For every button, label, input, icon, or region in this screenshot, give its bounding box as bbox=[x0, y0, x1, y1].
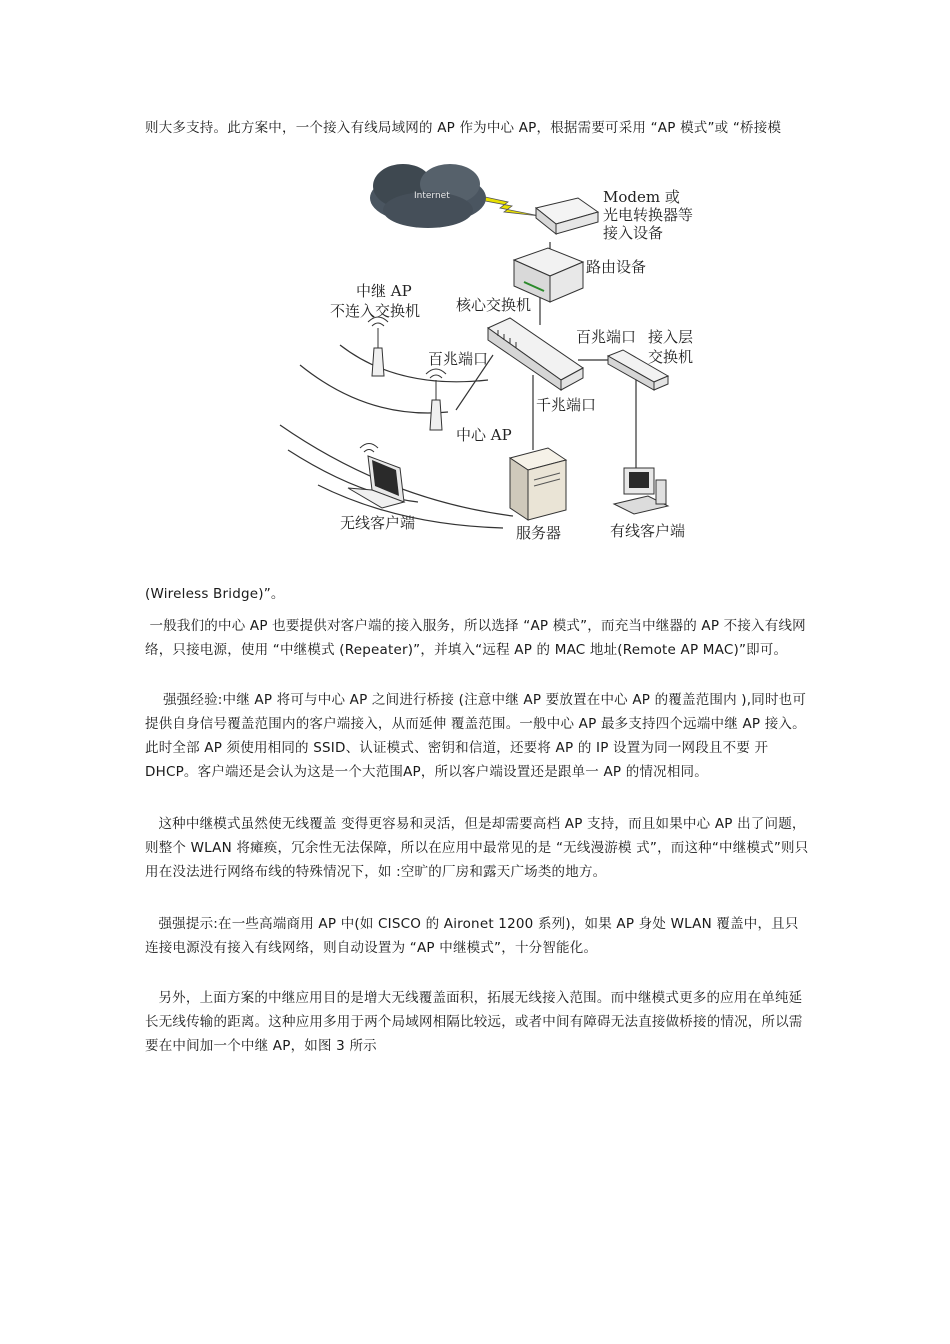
server-icon bbox=[510, 448, 566, 520]
port-100-label-b: 百兆端口 bbox=[576, 328, 637, 346]
modem-label-1: Modem 或 bbox=[603, 188, 680, 206]
paragraph-2: 强强经验:中继 AP 将可与中心 AP 之间进行桥接 (注意中继 AP 要放置在中心 AP 的覆盖范围内 ),同时也可提供自身信号覆盖范围内的客户端接入，从而延伸 覆盖范围。一般中心 AP 最多支持四个远端中继 AP 接入。此时全部 AP 须使用相同的 SSID、认证模式、密钥和信道，还要将 AP 的 IP 设置为同一网段且不要 开 DHCP。客户端还是会认为这是一个大范围AP，所以客户端设置还是跟单一 AP 的情况相同。 bbox=[145, 692, 807, 780]
access-switch-label-2: 交换机 bbox=[648, 348, 694, 366]
paragraph-1: 一般我们的中心 AP 也要提供对客户端的接入服务，所以选择 “AP 模式”，而充当中继器的 AP 不接入有线网络，只接电源，使用 “中继模式 (Repeater)”，并填入“远程 AP 的 MAC 地址(Remote AP MAC)”即可。 bbox=[145, 618, 806, 658]
server-label: 服务器 bbox=[516, 524, 562, 542]
center-ap-label: 中心 AP bbox=[456, 426, 512, 444]
paragraph-3: 这种中继模式虽然使无线覆盖 变得更容易和灵活，但是却需要高档 AP 支持，而且如果中心 AP 出了问题，则整个 WLAN 将瘫痪，冗余性无法保障，所以在应用中最常见的是 “无线漫游模 式”，而这种“中继模式”则只用在没法进行网络布线的特殊情况下，如 :空旷的厂房和露天广场类的地方。 bbox=[145, 816, 809, 880]
paragraph-4: 强强提示:在一些高端商用 AP 中(如 CISCO 的 Aironet 1200 系列)，如果 AP 身处 WLAN 覆盖中，且只连接电源没有接入有线网络，则自动设置为 “AP 中继模式”，十分智能化。 bbox=[145, 916, 799, 956]
wired-client-label: 有线客户端 bbox=[610, 522, 686, 540]
access-switch-label-1: 接入层 bbox=[648, 328, 694, 346]
repeater-ap-label-1: 中继 AP bbox=[356, 282, 412, 300]
port-1000-label: 千兆端口 bbox=[536, 396, 597, 414]
text-line-top: 则大多支持。此方案中，一个接入有线局域网的 AP 作为中心 AP，根据需要可采用 “AP 模式”或 “桥接模 bbox=[145, 120, 782, 136]
network-diagram bbox=[278, 150, 706, 548]
modem-label-3: 接入设备 bbox=[603, 224, 664, 242]
port-100-label-a: 百兆端口 bbox=[428, 350, 489, 368]
internet-label: Internet bbox=[414, 191, 450, 201]
network-diagram-figure bbox=[278, 150, 706, 548]
modem-label-2: 光电转换器等 bbox=[603, 206, 694, 224]
paragraph-5: 另外，上面方案的中继应用目的是增大无线覆盖面积，拓展无线接入范围。而中继模式更多的应用在单纯延长无线传输的距离。这种应用多用于两个局域网相隔比较远，或者中间有障碍无法直接做桥接的情况，所以需要在中间加一个中继 AP，如图 3 所示 bbox=[145, 990, 803, 1054]
repeater-ap-label-2: 不连入交换机 bbox=[330, 302, 421, 320]
core-switch-label: 核心交换机 bbox=[456, 296, 532, 314]
router-label: 路由设备 bbox=[586, 258, 647, 276]
wireless-client-label: 无线客户端 bbox=[340, 514, 416, 532]
text-line-after-figure: (Wireless Bridge)”。 bbox=[145, 586, 285, 602]
